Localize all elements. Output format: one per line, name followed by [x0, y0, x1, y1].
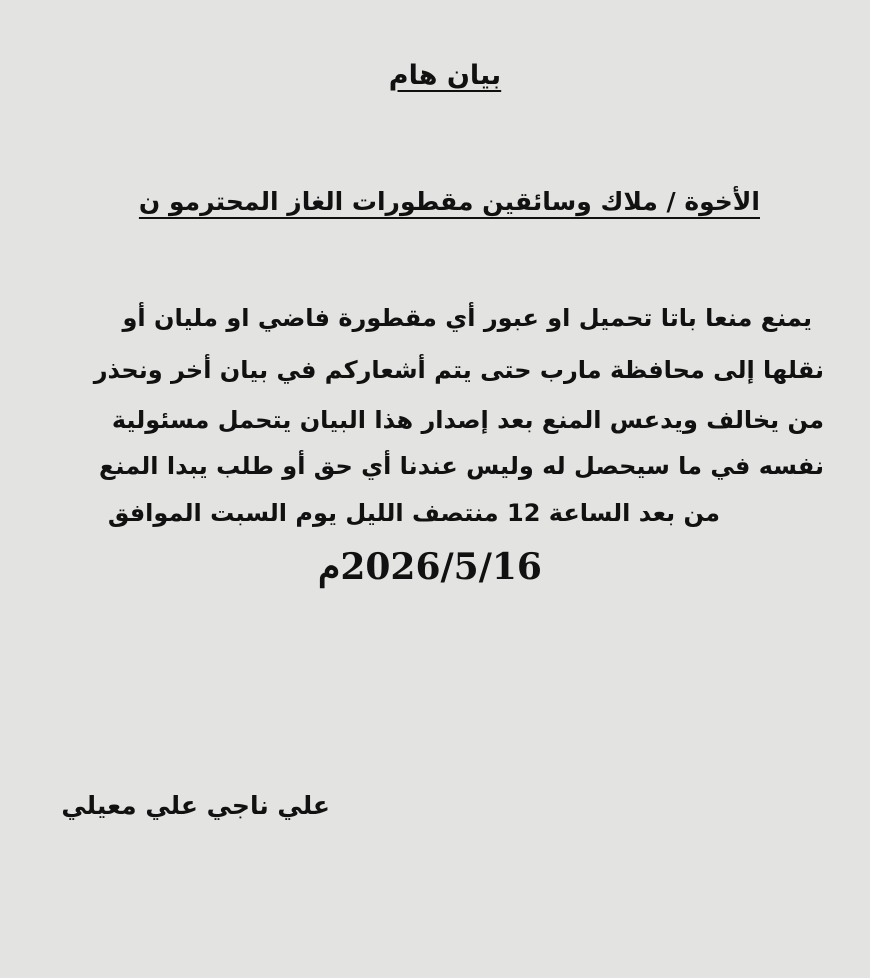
- signatory-name: علي ناجي علي معيلي: [61, 791, 330, 820]
- salutation-line: الأخوة / ملاك وسائقين مقطورات الغاز المحترمو ن: [138, 187, 760, 216]
- body-line: من يخالف ويدعس المنع بعد إصدار هذا البيان يتحمل مسئولية: [111, 406, 824, 434]
- body-line: نقلها إلى محافظة مارب حتى يتم أشعاركم في بيان أخر ونحذر: [93, 356, 824, 384]
- body-line: من بعد الساعة 12 منتصف الليل يوم السبت الموافق: [107, 499, 720, 527]
- document-title: بيان هام: [388, 60, 502, 91]
- body-line: نفسه في ما سيحصل له وليس عندنا أي حق أو طلب يبدا المنع: [99, 452, 824, 480]
- announcement-date: 2026/5/16م: [318, 546, 542, 588]
- body-line: يمنع منعا باتا تحميل او عبور أي مقطورة فاضي او مليان أو: [122, 304, 812, 332]
